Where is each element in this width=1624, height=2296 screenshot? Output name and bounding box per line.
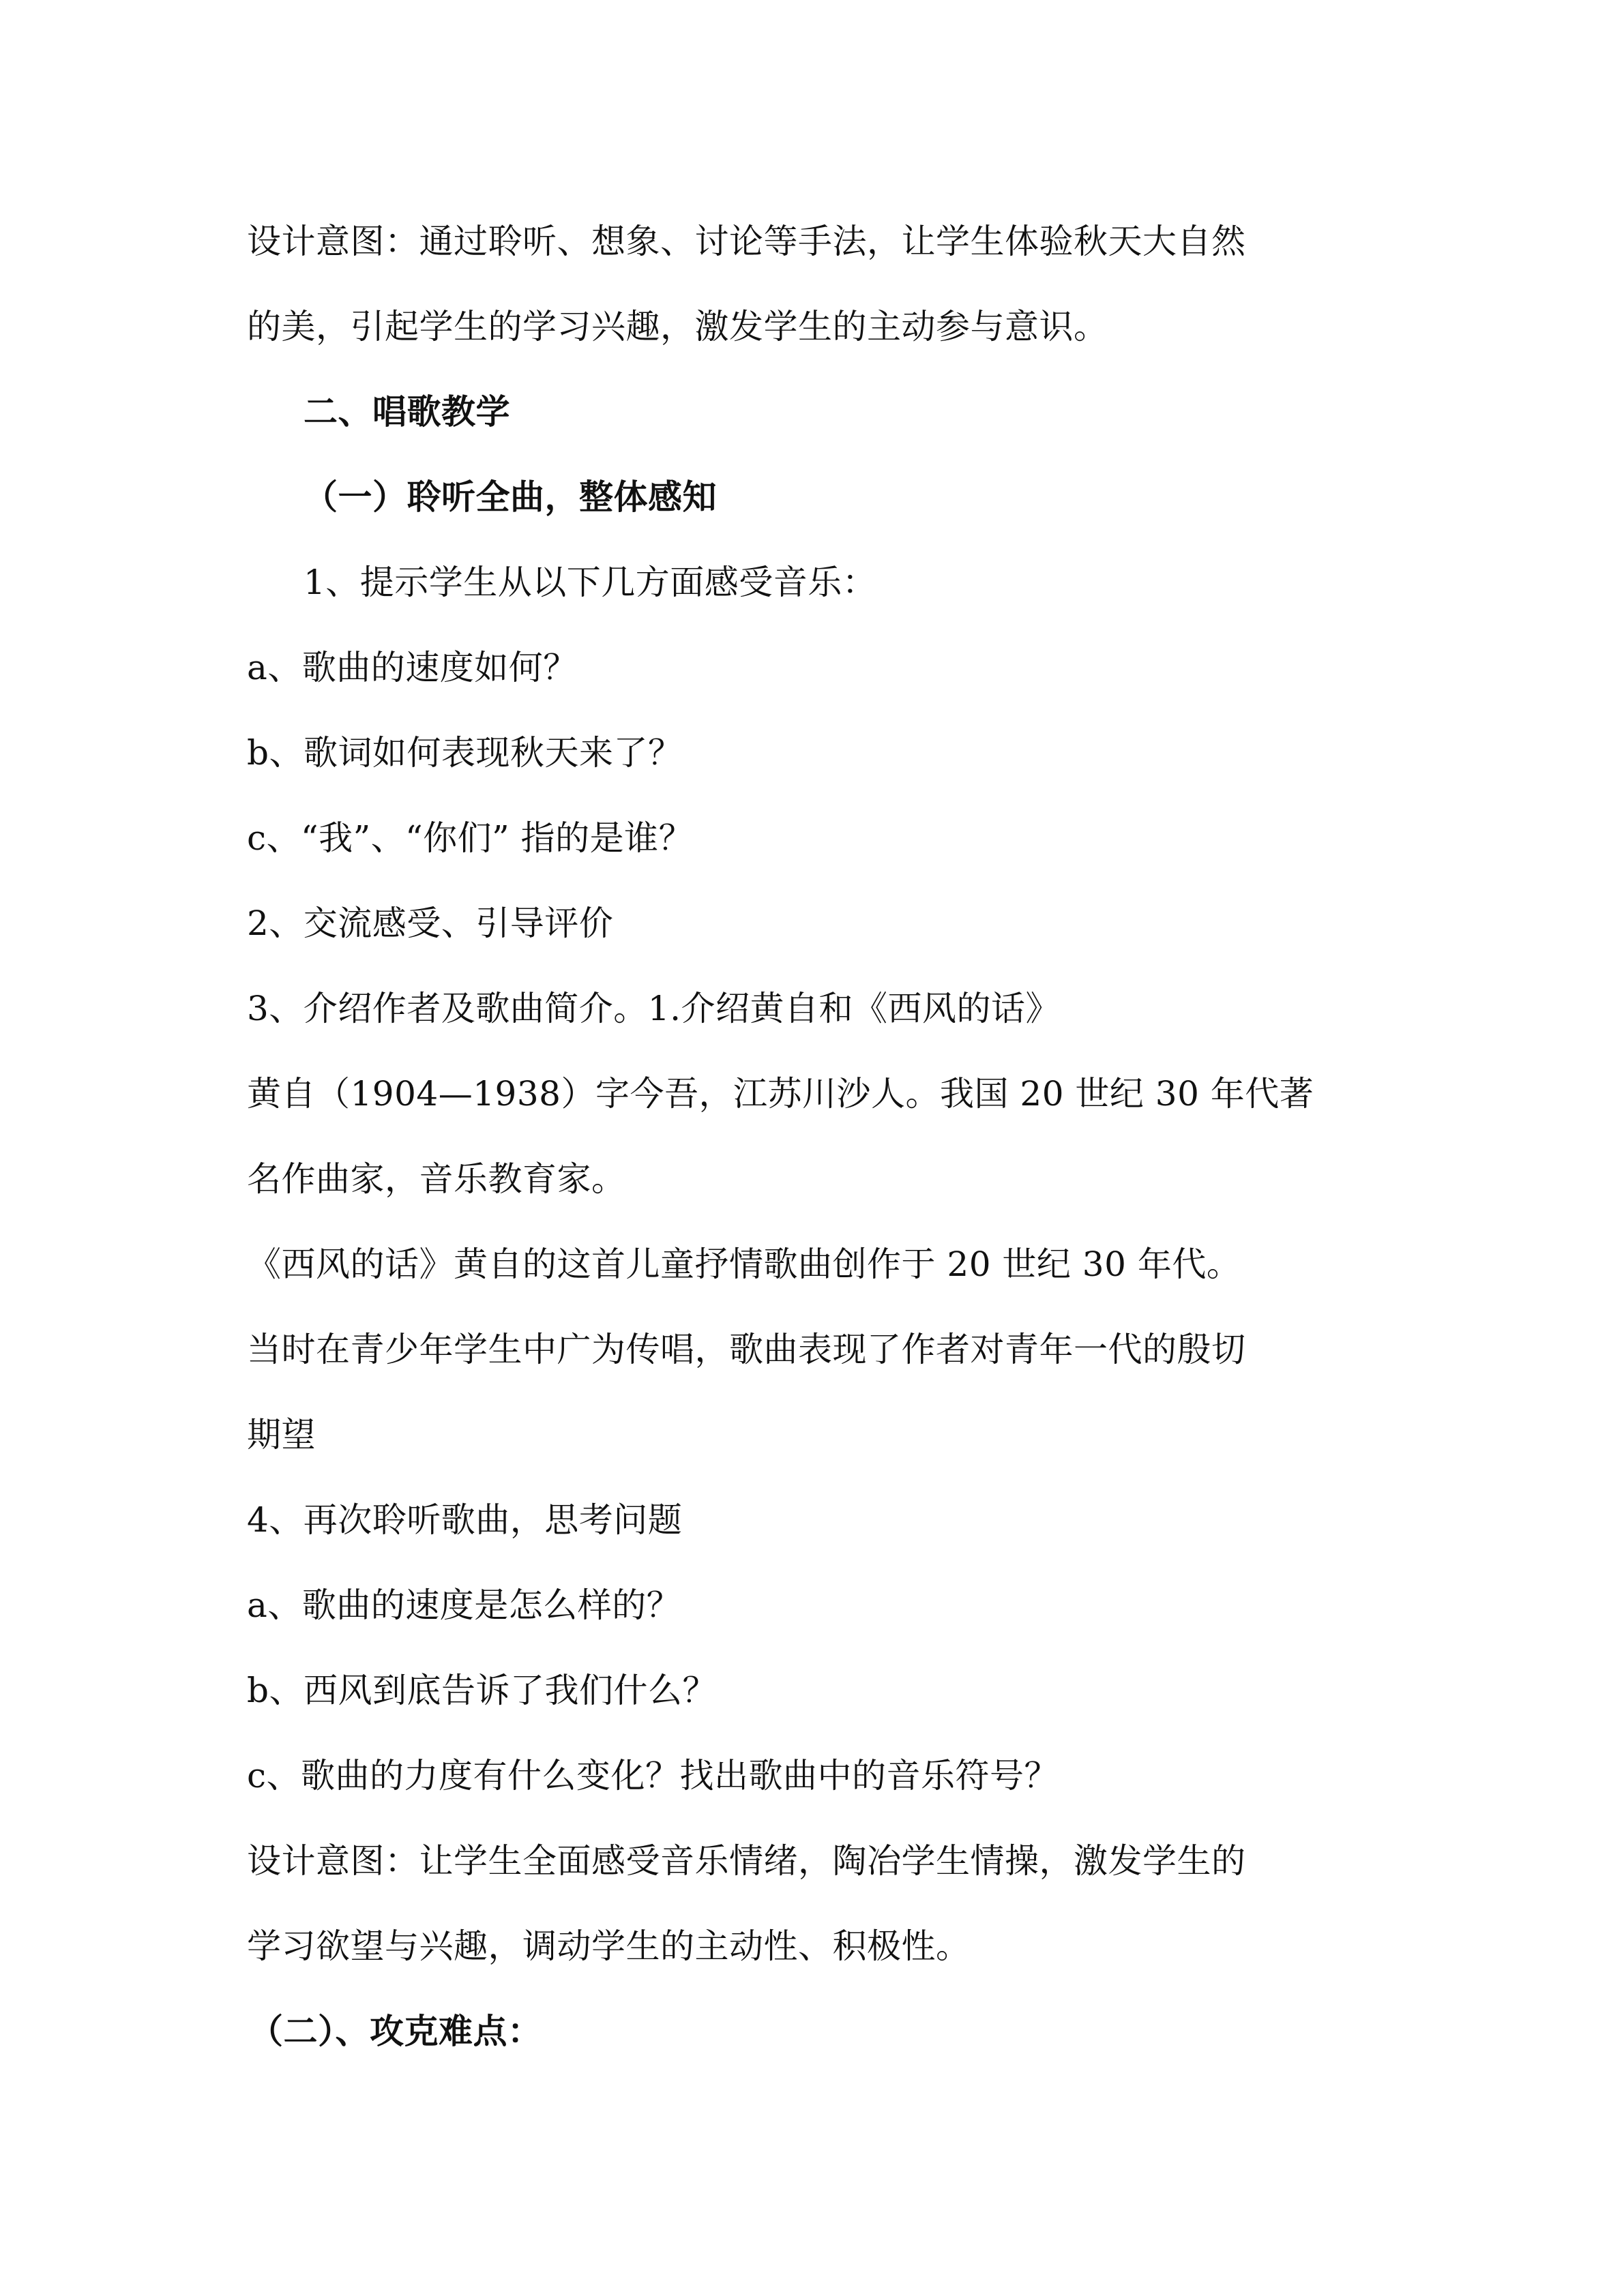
subsection-heading-difficulties: （二）、攻克难点： [249, 2011, 542, 2051]
step-4-listen-again: 4、再次聆听歌曲，思考问题 [247, 1500, 683, 1540]
step-3-introduction: 3、介绍作者及歌曲简介。1.介绍黄自和《西风的话》 [247, 989, 1061, 1028]
composer-bio-line-1: 黄自（1904—1938）字今吾，江苏川沙人。我国 20 世纪 30 年代著 [247, 1074, 1314, 1114]
subsection-heading-listen-whole-song: （一）聆听全曲，整体感知 [304, 477, 717, 517]
question-c-who: c、“我”、“你们” 指的是谁？ [247, 818, 694, 858]
design-intent-1-line-1: 设计意图：通过聆听、想象、讨论等手法，让学生体验秋天大自然 [247, 222, 1246, 261]
song-intro-line-3: 期望 [247, 1415, 316, 1455]
question-c-dynamics: c、歌曲的力度有什么变化？找出歌曲中的音乐符号？ [247, 1756, 1059, 1795]
question-b-lyrics: b、歌词如何表现秋天来了？ [247, 733, 683, 773]
question-a-speed: a、歌曲的速度如何？ [247, 648, 578, 687]
song-intro-line-1: 《西风的话》黄自的这首儿童抒情歌曲创作于 20 世纪 30 年代。 [247, 1244, 1241, 1284]
design-intent-2-line-2: 学习欲望与兴趣，调动学生的主动性、积极性。 [247, 1926, 971, 1966]
song-intro-line-2: 当时在青少年学生中广为传唱，歌曲表现了作者对青年一代的殷切 [247, 1330, 1246, 1369]
section-heading-singing-teaching: 二、唱歌教学 [304, 391, 510, 432]
question-b-west-wind: b、西风到底告诉了我们什么？ [247, 1671, 718, 1710]
design-intent-2-line-1: 设计意图：让学生全面感受音乐情绪，陶冶学生情操，激发学生的 [247, 1841, 1246, 1881]
composer-bio-line-2: 名作曲家，音乐教育家。 [247, 1159, 626, 1199]
step-1-prompt: 1、提示学生从以下几方面感受音乐： [304, 563, 877, 602]
design-intent-1-line-2: 的美，引起学生的学习兴趣，激发学生的主动参与意识。 [247, 307, 1108, 346]
step-2-exchange: 2、交流感受、引导评价 [247, 904, 614, 943]
question-a-speed-2: a、歌曲的速度是怎么样的？ [247, 1585, 681, 1625]
